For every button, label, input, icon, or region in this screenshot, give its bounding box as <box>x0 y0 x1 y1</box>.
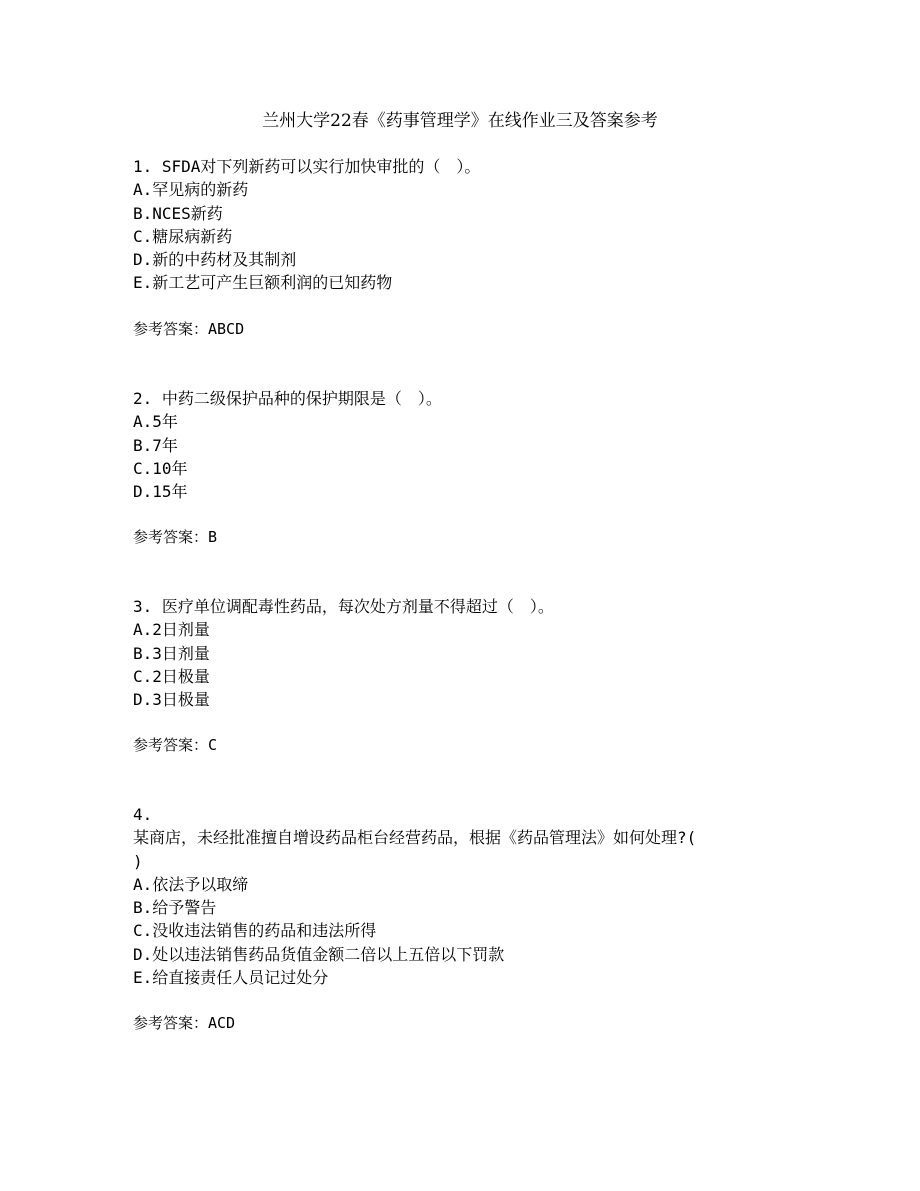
question-2 <box>133 387 793 550</box>
reference-answer: 参考答案：C <box>133 736 218 755</box>
question-4 <box>133 803 793 1036</box>
option-b: B.NCES新药 <box>133 203 223 223</box>
question-stem: 某商店，未经批准擅自增设药品柜台经营药品，根据《药品管理法》如何处理?( <box>133 828 697 848</box>
option-d: D.15年 <box>133 482 188 502</box>
option-b: B.给予警告 <box>133 898 217 918</box>
option-e: E.给直接责任人员记过处分 <box>133 968 329 988</box>
reference-answer: 参考答案：ACD <box>133 1014 236 1033</box>
option-d: D.3日极量 <box>133 690 210 710</box>
question-1 <box>133 155 793 341</box>
option-c: C.2日极量 <box>133 666 210 686</box>
reference-answer: 参考答案：ABCD <box>133 319 245 338</box>
question-number: 4. <box>133 805 153 824</box>
option-a: A.依法予以取缔 <box>133 874 249 894</box>
option-d: D.新的中药材及其制剂 <box>133 250 297 270</box>
question-3 <box>133 595 793 758</box>
option-c: C.没收违法销售的药品和违法所得 <box>133 921 377 941</box>
option-a: A.罕见病的新药 <box>133 180 249 200</box>
question-stem: 2. 中药二级保护品种的保护期限是（ ）。 <box>133 389 442 408</box>
option-a: A.5年 <box>133 412 178 432</box>
option-d: D.处以违法销售药品货值金额二倍以上五倍以下罚款 <box>133 944 505 964</box>
option-a: A.2日剂量 <box>133 620 210 640</box>
option-c: C.10年 <box>133 458 188 478</box>
question-stem: 1. SFDA对下列新药可以实行加快审批的（ ）。 <box>133 157 481 176</box>
question-stem-end: ) <box>133 851 143 871</box>
option-e: E.新工艺可产生巨额利润的已知药物 <box>133 273 393 293</box>
option-c: C.糖尿病新药 <box>133 226 233 246</box>
reference-answer: 参考答案：B <box>133 528 218 547</box>
page-title: 兰州大学22春《药事管理学》在线作业三及答案参考 <box>262 111 658 131</box>
option-b: B.7年 <box>133 435 178 455</box>
question-stem: 3. 医疗单位调配毒性药品，每次处方剂量不得超过（ ）。 <box>133 597 554 616</box>
option-b: B.3日剂量 <box>133 643 210 663</box>
